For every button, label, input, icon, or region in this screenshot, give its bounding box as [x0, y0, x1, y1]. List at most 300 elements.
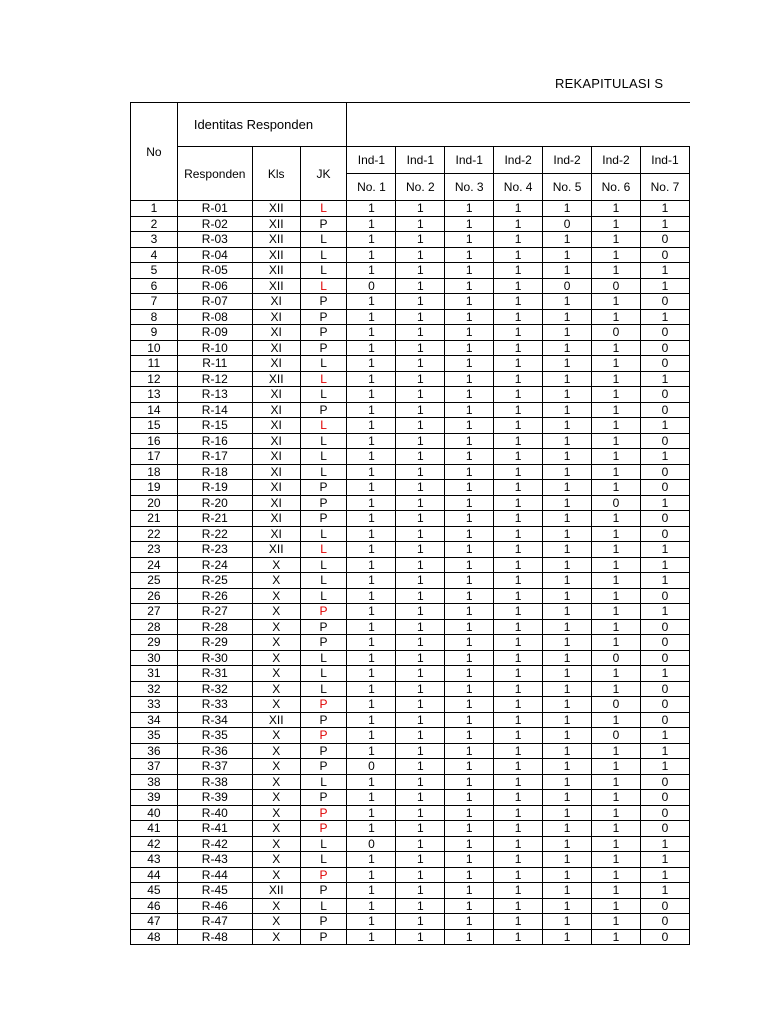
cell-score: 1 — [445, 247, 494, 263]
cell-score: 1 — [396, 573, 445, 589]
cell-respondent: R-01 — [177, 201, 252, 217]
cell-score: 0 — [592, 728, 641, 744]
cell-score: 1 — [396, 759, 445, 775]
cell-respondent: R-38 — [177, 774, 252, 790]
cell-score: 1 — [445, 604, 494, 620]
table-row — [131, 790, 690, 806]
cell-respondent: R-17 — [177, 449, 252, 465]
cell-score: 1 — [543, 867, 592, 883]
cell-gender: L — [300, 666, 347, 682]
cell-score: 1 — [592, 418, 641, 434]
cell-gender: P — [300, 495, 347, 511]
cell-score: 1 — [396, 743, 445, 759]
cell-score: 1 — [640, 836, 689, 852]
cell-score: 0 — [640, 712, 689, 728]
cell-gender: L — [300, 371, 347, 387]
cell-score: 0 — [640, 387, 689, 403]
cell-score: 1 — [347, 557, 396, 573]
cell-score: 1 — [347, 542, 396, 558]
cell-score: 1 — [494, 914, 543, 930]
cell-score: 1 — [592, 604, 641, 620]
cell-no: 37 — [131, 759, 178, 775]
cell-score: 1 — [347, 821, 396, 837]
cell-score: 0 — [640, 356, 689, 372]
cell-score: 1 — [640, 542, 689, 558]
cell-score: 1 — [396, 216, 445, 232]
cell-no: 40 — [131, 805, 178, 821]
table-row — [131, 371, 690, 387]
cell-score: 1 — [494, 511, 543, 527]
cell-score: 1 — [543, 650, 592, 666]
table-row — [131, 697, 690, 713]
cell-score: 1 — [494, 697, 543, 713]
cell-score: 1 — [396, 914, 445, 930]
cell-score: 1 — [592, 588, 641, 604]
cell-no: 5 — [131, 263, 178, 279]
cell-gender: L — [300, 836, 347, 852]
cell-score: 1 — [640, 449, 689, 465]
cell-no: 46 — [131, 898, 178, 914]
cell-gender: P — [300, 821, 347, 837]
cell-score: 1 — [396, 495, 445, 511]
cell-score: 1 — [494, 712, 543, 728]
cell-score: 1 — [592, 247, 641, 263]
cell-score: 1 — [494, 743, 543, 759]
cell-score: 1 — [445, 914, 494, 930]
cell-no: 38 — [131, 774, 178, 790]
cell-gender: L — [300, 387, 347, 403]
table-row — [131, 216, 690, 232]
table-row — [131, 402, 690, 418]
cell-respondent: R-22 — [177, 526, 252, 542]
header-respondent: Responden — [177, 147, 252, 201]
cell-score: 0 — [592, 697, 641, 713]
cell-score: 1 — [396, 557, 445, 573]
header-blank — [347, 103, 690, 147]
cell-class: XII — [252, 371, 300, 387]
cell-score: 1 — [347, 402, 396, 418]
cell-score: 1 — [494, 402, 543, 418]
cell-score: 1 — [347, 650, 396, 666]
cell-score: 1 — [347, 604, 396, 620]
cell-score: 0 — [640, 294, 689, 310]
cell-score: 1 — [445, 821, 494, 837]
header-indicator-6: Ind-2 — [592, 147, 641, 174]
table-row — [131, 433, 690, 449]
table-row — [131, 418, 690, 434]
table-row — [131, 867, 690, 883]
cell-no: 35 — [131, 728, 178, 744]
header-item-2: No. 2 — [396, 174, 445, 201]
table-row — [131, 511, 690, 527]
cell-respondent: R-45 — [177, 883, 252, 899]
table-row — [131, 759, 690, 775]
cell-score: 1 — [347, 914, 396, 930]
cell-gender: P — [300, 309, 347, 325]
cell-score: 1 — [640, 759, 689, 775]
cell-respondent: R-26 — [177, 588, 252, 604]
cell-score: 0 — [640, 635, 689, 651]
cell-score: 0 — [347, 759, 396, 775]
cell-score: 1 — [592, 387, 641, 403]
cell-respondent: R-04 — [177, 247, 252, 263]
cell-score: 1 — [445, 356, 494, 372]
cell-gender: L — [300, 852, 347, 868]
cell-score: 1 — [592, 511, 641, 527]
cell-gender: L — [300, 232, 347, 248]
cell-class: X — [252, 650, 300, 666]
cell-score: 1 — [396, 712, 445, 728]
cell-score: 1 — [347, 356, 396, 372]
cell-class: X — [252, 697, 300, 713]
cell-score: 1 — [592, 790, 641, 806]
cell-score: 1 — [347, 666, 396, 682]
cell-respondent: R-31 — [177, 666, 252, 682]
cell-gender: P — [300, 619, 347, 635]
cell-score: 1 — [494, 852, 543, 868]
cell-score: 1 — [592, 836, 641, 852]
cell-gender: L — [300, 573, 347, 589]
cell-score: 0 — [543, 216, 592, 232]
cell-score: 1 — [592, 449, 641, 465]
cell-score: 1 — [494, 883, 543, 899]
recap-table — [130, 102, 690, 945]
cell-respondent: R-20 — [177, 495, 252, 511]
header-class: Kls — [252, 147, 300, 201]
cell-score: 1 — [640, 263, 689, 279]
cell-gender: L — [300, 650, 347, 666]
cell-score: 1 — [494, 464, 543, 480]
cell-respondent: R-06 — [177, 278, 252, 294]
cell-score: 1 — [494, 805, 543, 821]
cell-gender: L — [300, 464, 347, 480]
cell-class: XII — [252, 712, 300, 728]
cell-class: XI — [252, 464, 300, 480]
cell-no: 45 — [131, 883, 178, 899]
cell-gender: L — [300, 681, 347, 697]
cell-score: 0 — [592, 495, 641, 511]
cell-score: 1 — [445, 712, 494, 728]
cell-score: 1 — [396, 232, 445, 248]
cell-score: 1 — [396, 356, 445, 372]
cell-score: 1 — [592, 929, 641, 945]
header-indicator-3: Ind-1 — [445, 147, 494, 174]
cell-class: XII — [252, 232, 300, 248]
cell-gender: L — [300, 201, 347, 217]
cell-no: 33 — [131, 697, 178, 713]
cell-gender: P — [300, 402, 347, 418]
cell-score: 1 — [347, 526, 396, 542]
cell-score: 1 — [543, 449, 592, 465]
cell-score: 1 — [445, 433, 494, 449]
cell-class: XI — [252, 387, 300, 403]
cell-respondent: R-27 — [177, 604, 252, 620]
cell-score: 1 — [347, 294, 396, 310]
cell-score: 1 — [445, 418, 494, 434]
cell-respondent: R-18 — [177, 464, 252, 480]
header-item-3: No. 3 — [445, 174, 494, 201]
cell-score: 1 — [543, 588, 592, 604]
cell-score: 1 — [445, 852, 494, 868]
cell-respondent: R-32 — [177, 681, 252, 697]
cell-score: 1 — [445, 557, 494, 573]
header-item-6: No. 6 — [592, 174, 641, 201]
cell-score: 0 — [347, 836, 396, 852]
cell-gender: P — [300, 635, 347, 651]
cell-score: 1 — [445, 867, 494, 883]
cell-respondent: R-35 — [177, 728, 252, 744]
cell-gender: P — [300, 216, 347, 232]
cell-score: 0 — [347, 278, 396, 294]
cell-score: 1 — [347, 511, 396, 527]
cell-no: 3 — [131, 232, 178, 248]
cell-score: 1 — [445, 387, 494, 403]
cell-score: 1 — [396, 650, 445, 666]
cell-score: 1 — [592, 743, 641, 759]
cell-score: 1 — [640, 743, 689, 759]
cell-class: X — [252, 774, 300, 790]
cell-class: X — [252, 759, 300, 775]
cell-score: 1 — [445, 650, 494, 666]
cell-score: 1 — [543, 790, 592, 806]
cell-no: 19 — [131, 480, 178, 496]
cell-score: 1 — [396, 604, 445, 620]
cell-score: 1 — [347, 619, 396, 635]
cell-class: XI — [252, 418, 300, 434]
cell-no: 8 — [131, 309, 178, 325]
cell-score: 1 — [543, 712, 592, 728]
cell-class: XI — [252, 495, 300, 511]
cell-respondent: R-28 — [177, 619, 252, 635]
cell-no: 28 — [131, 619, 178, 635]
table-row — [131, 278, 690, 294]
cell-score: 1 — [396, 774, 445, 790]
cell-score: 1 — [347, 790, 396, 806]
table-row — [131, 309, 690, 325]
spreadsheet — [130, 102, 680, 945]
cell-score: 1 — [396, 697, 445, 713]
cell-score: 1 — [592, 821, 641, 837]
cell-score: 1 — [543, 464, 592, 480]
cell-class: XI — [252, 402, 300, 418]
table-row — [131, 495, 690, 511]
cell-score: 1 — [396, 464, 445, 480]
cell-no: 17 — [131, 449, 178, 465]
cell-score: 1 — [396, 852, 445, 868]
cell-score: 1 — [640, 201, 689, 217]
cell-score: 1 — [347, 464, 396, 480]
table-row — [131, 883, 690, 899]
cell-score: 0 — [592, 278, 641, 294]
cell-no: 32 — [131, 681, 178, 697]
cell-score: 1 — [494, 325, 543, 341]
cell-no: 6 — [131, 278, 178, 294]
header-item-5: No. 5 — [543, 174, 592, 201]
cell-score: 1 — [592, 340, 641, 356]
cell-score: 1 — [396, 666, 445, 682]
cell-class: XII — [252, 263, 300, 279]
cell-class: X — [252, 867, 300, 883]
cell-respondent: R-21 — [177, 511, 252, 527]
cell-no: 47 — [131, 914, 178, 930]
cell-score: 1 — [543, 666, 592, 682]
cell-respondent: R-42 — [177, 836, 252, 852]
cell-class: X — [252, 728, 300, 744]
table-row — [131, 650, 690, 666]
cell-score: 1 — [347, 387, 396, 403]
table-row — [131, 356, 690, 372]
cell-class: X — [252, 805, 300, 821]
table-row — [131, 635, 690, 651]
cell-no: 24 — [131, 557, 178, 573]
cell-class: XI — [252, 433, 300, 449]
cell-score: 1 — [640, 728, 689, 744]
cell-score: 1 — [640, 604, 689, 620]
cell-score: 1 — [543, 681, 592, 697]
cell-score: 1 — [396, 805, 445, 821]
cell-score: 0 — [640, 650, 689, 666]
cell-gender: P — [300, 759, 347, 775]
cell-score: 1 — [396, 340, 445, 356]
cell-score: 0 — [640, 805, 689, 821]
cell-class: X — [252, 588, 300, 604]
cell-score: 1 — [396, 681, 445, 697]
cell-respondent: R-37 — [177, 759, 252, 775]
cell-score: 1 — [445, 480, 494, 496]
cell-score: 1 — [494, 356, 543, 372]
header-no: No — [131, 103, 178, 201]
cell-no: 42 — [131, 836, 178, 852]
cell-score: 1 — [640, 418, 689, 434]
cell-no: 4 — [131, 247, 178, 263]
cell-score: 1 — [445, 635, 494, 651]
header-indicator-5: Ind-2 — [543, 147, 592, 174]
cell-score: 0 — [543, 278, 592, 294]
table-row — [131, 340, 690, 356]
cell-respondent: R-30 — [177, 650, 252, 666]
cell-class: XII — [252, 883, 300, 899]
cell-score: 1 — [445, 681, 494, 697]
cell-score: 1 — [592, 263, 641, 279]
cell-score: 1 — [494, 278, 543, 294]
cell-score: 1 — [543, 914, 592, 930]
cell-score: 1 — [640, 216, 689, 232]
cell-score: 0 — [640, 821, 689, 837]
cell-score: 1 — [543, 433, 592, 449]
cell-score: 1 — [396, 449, 445, 465]
cell-no: 25 — [131, 573, 178, 589]
cell-score: 0 — [640, 774, 689, 790]
cell-score: 1 — [347, 697, 396, 713]
cell-score: 1 — [445, 294, 494, 310]
cell-score: 1 — [494, 526, 543, 542]
cell-no: 16 — [131, 433, 178, 449]
cell-class: X — [252, 852, 300, 868]
cell-respondent: R-14 — [177, 402, 252, 418]
cell-class: X — [252, 557, 300, 573]
cell-score: 1 — [543, 340, 592, 356]
cell-respondent: R-19 — [177, 480, 252, 496]
cell-gender: L — [300, 774, 347, 790]
cell-score: 1 — [640, 557, 689, 573]
table-body — [131, 201, 690, 945]
cell-gender: P — [300, 728, 347, 744]
cell-score: 1 — [494, 480, 543, 496]
cell-score: 0 — [640, 588, 689, 604]
cell-score: 1 — [640, 371, 689, 387]
cell-score: 1 — [494, 232, 543, 248]
header-identity-group: Identitas Responden — [177, 103, 347, 147]
cell-no: 13 — [131, 387, 178, 403]
cell-score: 1 — [445, 278, 494, 294]
cell-score: 1 — [347, 805, 396, 821]
cell-no: 30 — [131, 650, 178, 666]
cell-no: 34 — [131, 712, 178, 728]
cell-score: 1 — [543, 325, 592, 341]
cell-class: XI — [252, 449, 300, 465]
cell-respondent: R-15 — [177, 418, 252, 434]
cell-score: 1 — [640, 867, 689, 883]
cell-score: 1 — [494, 433, 543, 449]
table-row — [131, 247, 690, 263]
cell-class: XII — [252, 247, 300, 263]
cell-score: 1 — [347, 480, 396, 496]
cell-score: 1 — [543, 387, 592, 403]
cell-score: 1 — [396, 418, 445, 434]
cell-score: 1 — [543, 263, 592, 279]
cell-score: 1 — [494, 867, 543, 883]
cell-score: 1 — [592, 774, 641, 790]
cell-class: XI — [252, 526, 300, 542]
cell-score: 1 — [592, 619, 641, 635]
cell-score: 1 — [543, 309, 592, 325]
cell-score: 1 — [347, 325, 396, 341]
cell-score: 1 — [592, 526, 641, 542]
cell-score: 1 — [347, 852, 396, 868]
cell-gender: P — [300, 914, 347, 930]
cell-score: 1 — [396, 526, 445, 542]
cell-score: 1 — [396, 247, 445, 263]
cell-score: 1 — [494, 294, 543, 310]
cell-score: 1 — [592, 914, 641, 930]
cell-respondent: R-08 — [177, 309, 252, 325]
cell-score: 1 — [396, 619, 445, 635]
table-row — [131, 588, 690, 604]
cell-score: 1 — [592, 573, 641, 589]
cell-score: 1 — [494, 247, 543, 263]
cell-score: 1 — [347, 898, 396, 914]
cell-score: 1 — [347, 588, 396, 604]
cell-score: 0 — [640, 402, 689, 418]
cell-score: 1 — [396, 480, 445, 496]
cell-score: 1 — [592, 852, 641, 868]
table-row — [131, 232, 690, 248]
cell-no: 31 — [131, 666, 178, 682]
cell-score: 1 — [396, 883, 445, 899]
table-row — [131, 325, 690, 341]
cell-score: 1 — [592, 712, 641, 728]
cell-score: 1 — [445, 325, 494, 341]
table-row — [131, 573, 690, 589]
cell-score: 1 — [445, 201, 494, 217]
table-row — [131, 604, 690, 620]
cell-score: 1 — [396, 325, 445, 341]
cell-respondent: R-02 — [177, 216, 252, 232]
cell-score: 1 — [445, 697, 494, 713]
cell-respondent: R-34 — [177, 712, 252, 728]
cell-class: XI — [252, 511, 300, 527]
cell-no: 44 — [131, 867, 178, 883]
